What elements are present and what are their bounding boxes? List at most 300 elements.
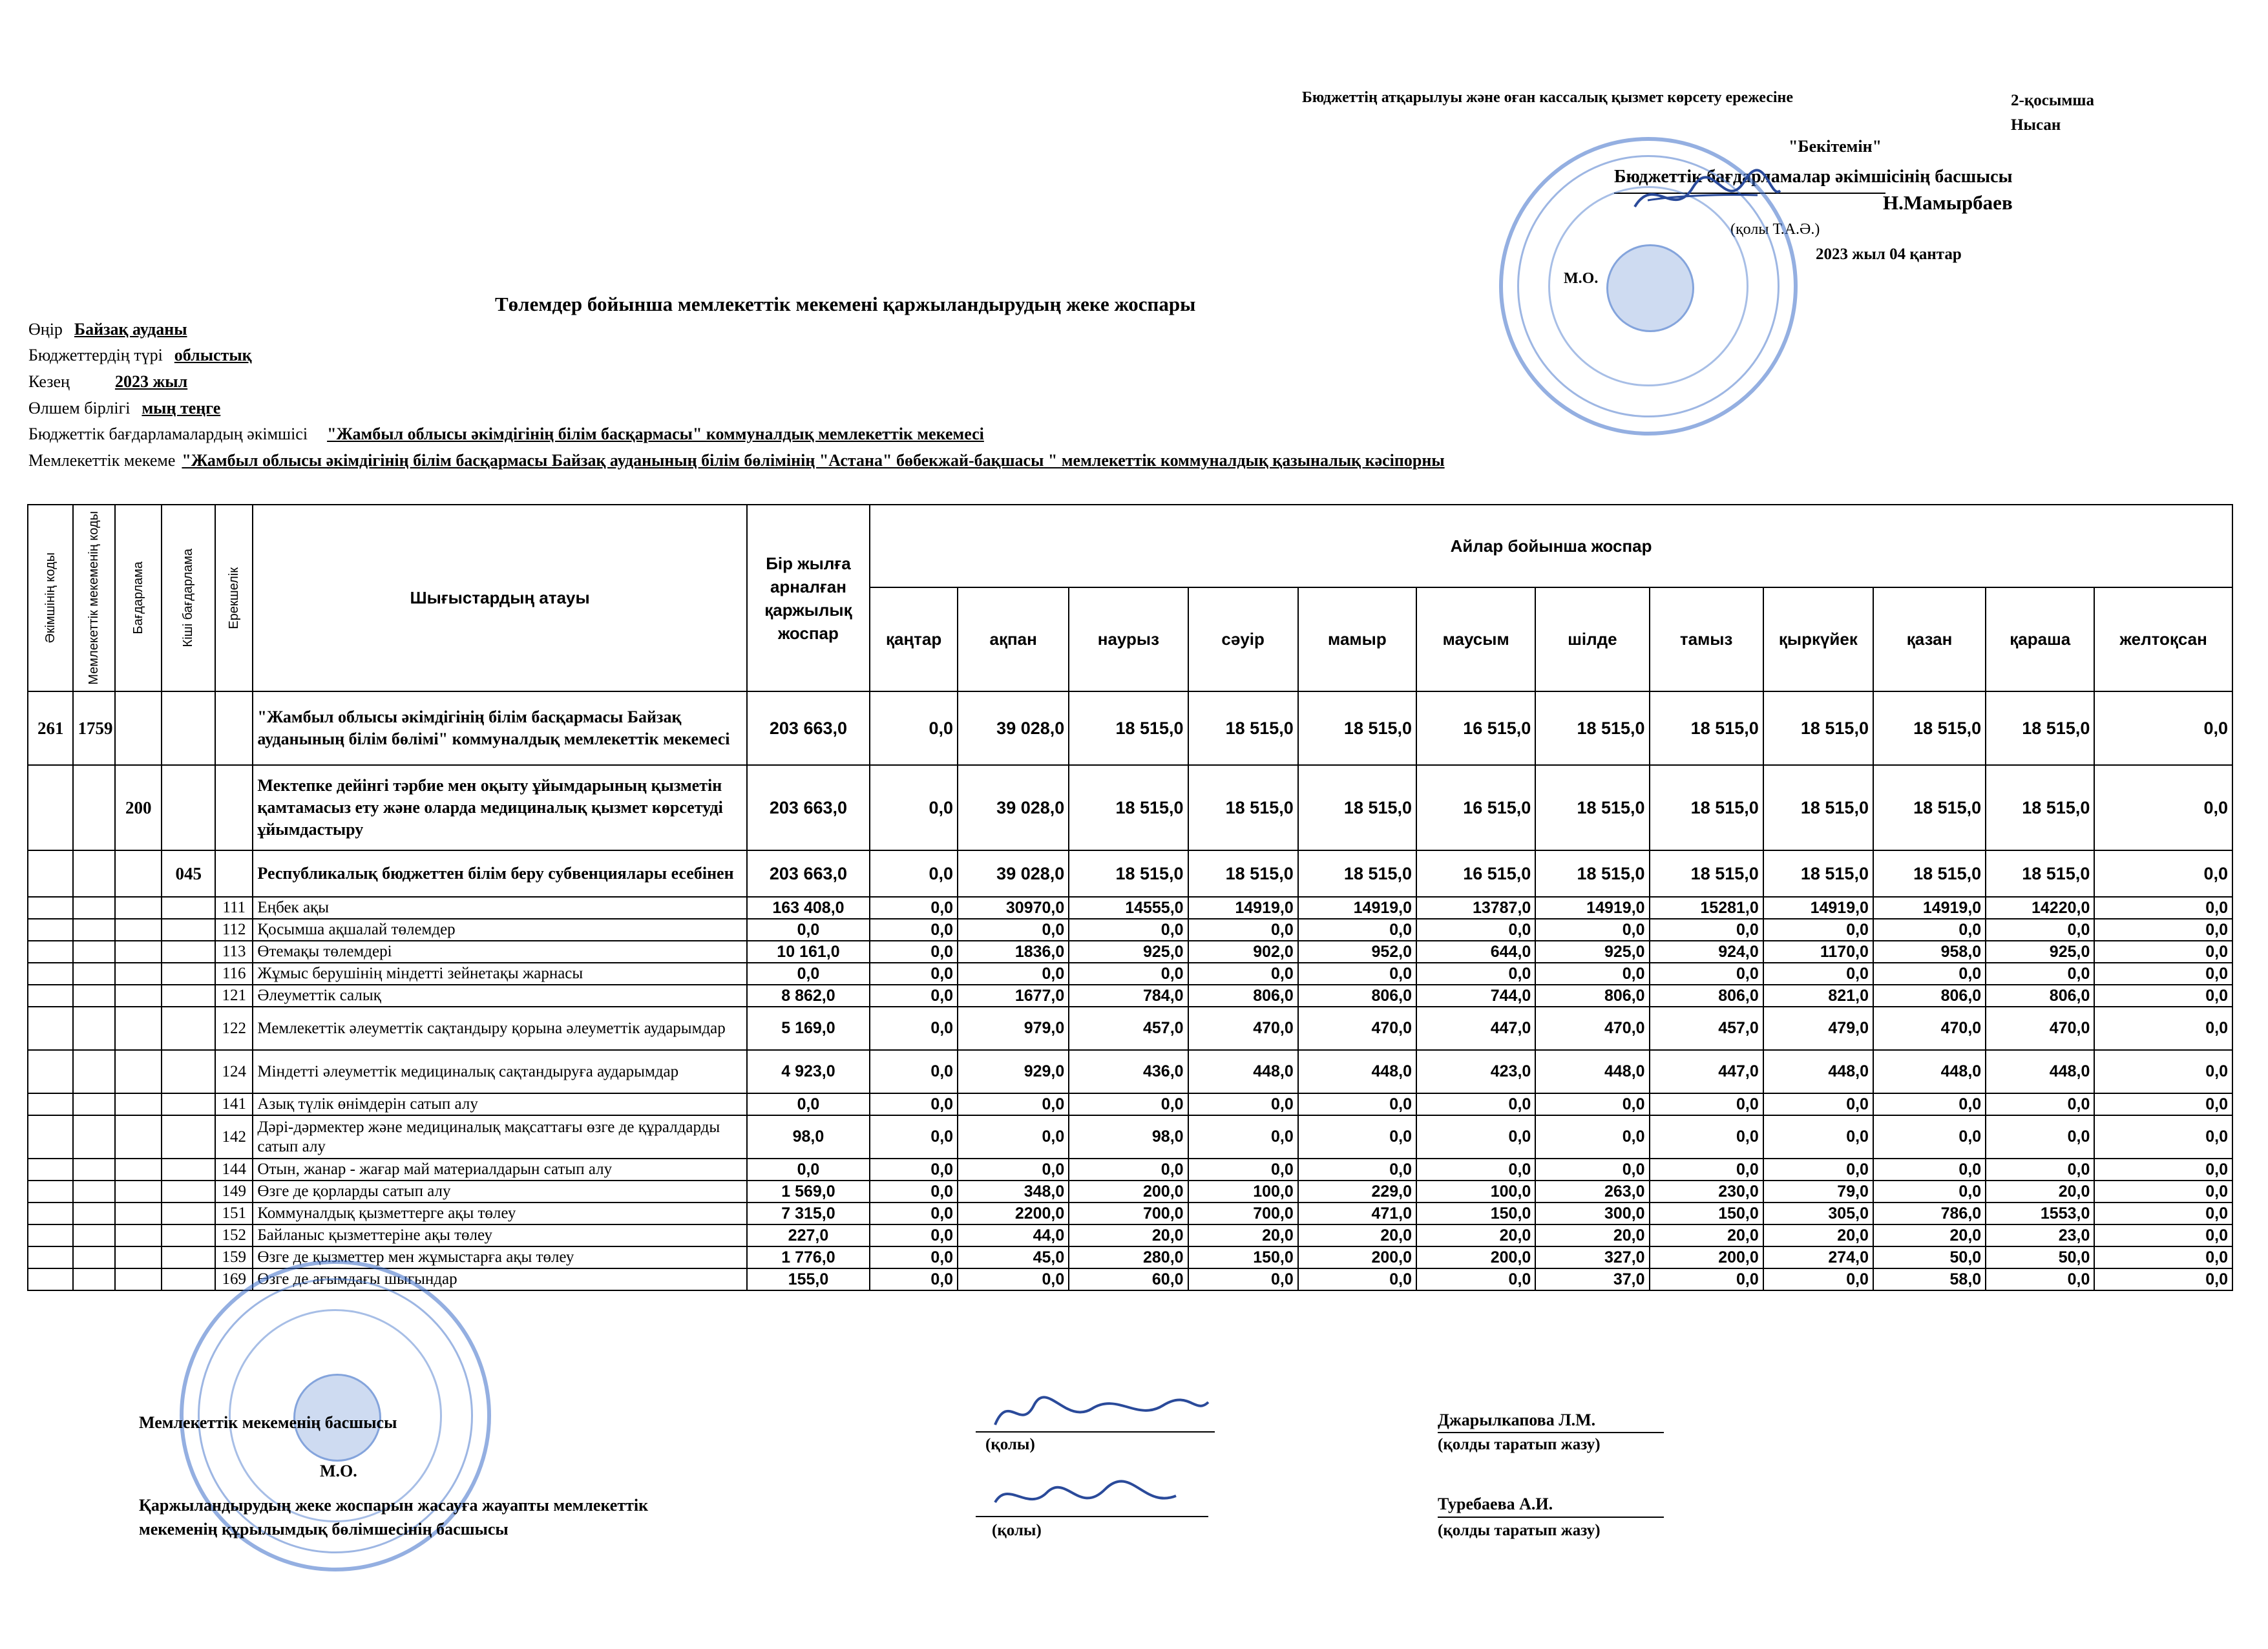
table-row <box>28 765 2232 850</box>
month-value-cell: 45,0 <box>958 1246 1069 1268</box>
rules-title: Бюджеттің атқарылуы және оған кассалық қызмет көрсету ережесіне <box>1302 89 1794 106</box>
month-value-cell: 784,0 <box>1069 985 1188 1007</box>
specific-code-cell: 122 <box>215 1007 253 1050</box>
month-value-cell: 447,0 <box>1650 1050 1763 1093</box>
month-value-cell: 0,0 <box>870 963 958 985</box>
program-code-cell <box>115 1115 162 1159</box>
month-value-cell: 37,0 <box>1535 1268 1649 1290</box>
institution-code-cell <box>73 941 114 963</box>
month-value-cell: 327,0 <box>1535 1246 1649 1268</box>
meta-budget-type: Бюджеттердің түрі облыстық <box>28 346 252 364</box>
expense-name-cell: Коммуналдық қызметтерге ақы төлеу <box>253 1203 746 1224</box>
admin-code-cell <box>28 1268 73 1290</box>
table-header-row-1 <box>28 505 2232 587</box>
col-expense-name-header: Шығыстардың атауы <box>253 505 746 691</box>
program-code-cell <box>115 1181 162 1203</box>
admin-code-cell <box>28 919 73 941</box>
responsible-name-line <box>1438 1517 1664 1518</box>
month-value-cell: 18 515,0 <box>1873 691 1986 765</box>
responsible-sign-label: (қолы) <box>992 1522 1042 1539</box>
program-code-cell <box>115 1093 162 1115</box>
month-value-cell: 18 515,0 <box>1298 850 1416 897</box>
month-value-cell: 0,0 <box>958 963 1069 985</box>
subprogram-code-cell <box>162 1007 215 1050</box>
annual-total-cell: 7 315,0 <box>747 1203 870 1224</box>
approver-role: Бюджеттік бағдарламалар әкімшісінің басшысы <box>1614 167 2013 187</box>
month-value-cell: 20,0 <box>1069 1224 1188 1246</box>
month-value-cell: 2200,0 <box>958 1203 1069 1224</box>
month-value-cell: 0,0 <box>1298 1115 1416 1159</box>
month-value-cell: 821,0 <box>1763 985 1873 1007</box>
subprogram-code-cell <box>162 1159 215 1181</box>
admin-code-cell <box>28 897 73 919</box>
annual-total-cell: 8 862,0 <box>747 985 870 1007</box>
head-signature <box>982 1386 1215 1438</box>
month-value-cell: 0,0 <box>1298 1159 1416 1181</box>
approved-label: "Бекітемін" <box>1789 137 1882 156</box>
institution-code-cell <box>73 1050 114 1093</box>
month-value-cell: 0,0 <box>870 850 958 897</box>
month-value-cell: 0,0 <box>1986 963 2094 985</box>
month-value-cell: 18 515,0 <box>1650 765 1763 850</box>
month-value-cell: 98,0 <box>1069 1115 1188 1159</box>
table-row <box>28 963 2232 985</box>
month-value-cell: 18 515,0 <box>1763 765 1873 850</box>
month-value-cell: 0,0 <box>1535 1115 1649 1159</box>
specific-code-cell: 111 <box>215 897 253 919</box>
month-header: қараша <box>1986 587 2094 691</box>
month-value-cell: 0,0 <box>1873 1115 1986 1159</box>
specific-code-cell: 152 <box>215 1224 253 1246</box>
annual-total-cell: 203 663,0 <box>747 765 870 850</box>
month-value-cell: 470,0 <box>1298 1007 1416 1050</box>
month-value-cell: 470,0 <box>1986 1007 2094 1050</box>
month-value-cell: 0,0 <box>1763 963 1873 985</box>
month-value-cell: 0,0 <box>870 691 958 765</box>
subprogram-code-cell <box>162 1093 215 1115</box>
month-value-cell: 479,0 <box>1763 1007 1873 1050</box>
month-value-cell: 1836,0 <box>958 941 1069 963</box>
institution-code-cell <box>73 1115 114 1159</box>
expense-name-cell: Қосымша ақшалай төлемдер <box>253 919 746 941</box>
table-row <box>28 1115 2232 1159</box>
institution-code-cell <box>73 1246 114 1268</box>
specific-code-cell: 142 <box>215 1115 253 1159</box>
month-value-cell: 50,0 <box>1986 1246 2094 1268</box>
month-value-cell: 150,0 <box>1188 1246 1298 1268</box>
month-value-cell: 100,0 <box>1188 1181 1298 1203</box>
month-value-cell: 18 515,0 <box>1986 765 2094 850</box>
month-value-cell: 0,0 <box>1986 1159 2094 1181</box>
program-code-cell <box>115 850 162 897</box>
month-value-cell: 457,0 <box>1650 1007 1763 1050</box>
month-value-cell: 0,0 <box>1298 963 1416 985</box>
annual-total-cell: 5 169,0 <box>747 1007 870 1050</box>
institution-code-cell: 1759 <box>73 691 114 765</box>
month-value-cell: 18 515,0 <box>1188 765 1298 850</box>
month-value-cell: 14919,0 <box>1298 897 1416 919</box>
subprogram-code-cell <box>162 1115 215 1159</box>
expense-name-cell: Өзге де қызметтер мен жұмыстарға ақы төлеу <box>253 1246 746 1268</box>
subprogram-code-cell <box>162 1268 215 1290</box>
month-value-cell: 929,0 <box>958 1050 1069 1093</box>
program-code-cell <box>115 963 162 985</box>
month-header: сәуір <box>1188 587 1298 691</box>
month-value-cell: 644,0 <box>1416 941 1535 963</box>
month-value-cell: 14220,0 <box>1986 897 2094 919</box>
responsible-role-line1: Қаржыландырудың жеке жоспарын жасауға жауапты мемлекеттік <box>139 1496 649 1515</box>
month-value-cell: 786,0 <box>1873 1203 1986 1224</box>
month-value-cell: 0,0 <box>958 1268 1069 1290</box>
month-value-cell: 0,0 <box>2094 1007 2232 1050</box>
month-value-cell: 18 515,0 <box>1535 691 1649 765</box>
institution-code-cell <box>73 850 114 897</box>
month-value-cell: 448,0 <box>1188 1050 1298 1093</box>
admin-code-cell <box>28 963 73 985</box>
institution-code-cell <box>73 1224 114 1246</box>
month-value-cell: 0,0 <box>870 765 958 850</box>
month-header: ақпан <box>958 587 1069 691</box>
month-value-cell: 902,0 <box>1188 941 1298 963</box>
month-header: желтоқсан <box>2094 587 2232 691</box>
month-value-cell: 0,0 <box>1188 1115 1298 1159</box>
month-value-cell: 18 515,0 <box>1069 765 1188 850</box>
institution-code-cell <box>73 1203 114 1224</box>
month-value-cell: 0,0 <box>2094 1203 2232 1224</box>
month-value-cell: 16 515,0 <box>1416 850 1535 897</box>
expense-name-cell: Өзге де қорларды сатып алу <box>253 1181 746 1203</box>
admin-code-cell <box>28 765 73 850</box>
month-value-cell: 0,0 <box>958 919 1069 941</box>
month-value-cell: 0,0 <box>1650 1115 1763 1159</box>
table-row <box>28 1181 2232 1203</box>
col-subprogram-header: Кіші бағдарлама <box>162 505 215 691</box>
month-value-cell: 448,0 <box>1298 1050 1416 1093</box>
expense-name-cell: Өтемақы төлемдері <box>253 941 746 963</box>
col-specific-header: Ерекшелік <box>215 505 253 691</box>
month-value-cell: 448,0 <box>1535 1050 1649 1093</box>
annual-total-cell: 0,0 <box>747 963 870 985</box>
month-value-cell: 0,0 <box>958 1115 1069 1159</box>
month-value-cell: 280,0 <box>1069 1246 1188 1268</box>
annual-total-cell: 1 569,0 <box>747 1181 870 1203</box>
month-value-cell: 20,0 <box>1188 1224 1298 1246</box>
expense-name-cell: "Жамбыл облысы әкімдігінің білім басқармасы Байзақ ауданының білім бөлімі" коммуналдық мемлекеттік мекемесі <box>253 691 746 765</box>
month-value-cell: 200,0 <box>1416 1246 1535 1268</box>
subprogram-code-cell <box>162 1203 215 1224</box>
month-value-cell: 0,0 <box>1188 1093 1298 1115</box>
month-value-cell: 806,0 <box>1986 985 2094 1007</box>
subprogram-code-cell <box>162 1181 215 1203</box>
responsible-signature <box>989 1470 1182 1522</box>
month-value-cell: 18 515,0 <box>1188 691 1298 765</box>
month-value-cell: 0,0 <box>1650 919 1763 941</box>
institution-code-cell <box>73 897 114 919</box>
month-value-cell: 0,0 <box>1188 1268 1298 1290</box>
month-value-cell: 15281,0 <box>1650 897 1763 919</box>
meta-institution: Мемлекеттік мекеме "Жамбыл облысы әкімдігінің білім басқармасы Байзақ ауданының білім бөлімінің "Астана" бөбекжай-бақшасы " мемлекеттік коммуналдық қазыналық кәсіпорны <box>28 451 1445 470</box>
admin-code-cell <box>28 850 73 897</box>
month-value-cell: 0,0 <box>1986 1115 2094 1159</box>
month-value-cell: 0,0 <box>1650 1093 1763 1115</box>
month-value-cell: 0,0 <box>958 1159 1069 1181</box>
annual-total-cell: 98,0 <box>747 1115 870 1159</box>
month-value-cell: 423,0 <box>1416 1050 1535 1093</box>
admin-code-cell <box>28 1159 73 1181</box>
institution-code-cell <box>73 1159 114 1181</box>
month-value-cell: 448,0 <box>1873 1050 1986 1093</box>
month-value-cell: 0,0 <box>870 897 958 919</box>
program-code-cell <box>115 1007 162 1050</box>
month-value-cell: 39 028,0 <box>958 850 1069 897</box>
month-value-cell: 0,0 <box>1535 919 1649 941</box>
expense-name-cell: Өзге де ағымдағы шығындар <box>253 1268 746 1290</box>
month-value-cell: 958,0 <box>1873 941 1986 963</box>
month-value-cell: 979,0 <box>958 1007 1069 1050</box>
month-value-cell: 806,0 <box>1298 985 1416 1007</box>
month-value-cell: 0,0 <box>2094 1050 2232 1093</box>
institution-code-cell <box>73 1093 114 1115</box>
month-value-cell: 925,0 <box>1069 941 1188 963</box>
program-code-cell: 200 <box>115 765 162 850</box>
month-value-cell: 0,0 <box>2094 1093 2232 1115</box>
program-code-cell <box>115 897 162 919</box>
annual-total-cell: 163 408,0 <box>747 897 870 919</box>
month-value-cell: 14919,0 <box>1763 897 1873 919</box>
month-header: маусым <box>1416 587 1535 691</box>
expense-name-cell: Дәрі-дәрмектер және медициналық мақсаттағы өзге де құралдарды сатып алу <box>253 1115 746 1159</box>
month-value-cell: 0,0 <box>2094 941 2232 963</box>
month-value-cell: 60,0 <box>1069 1268 1188 1290</box>
col-monthly-plan-header: Айлар бойынша жоспар <box>870 505 2232 587</box>
specific-code-cell: 159 <box>215 1246 253 1268</box>
month-value-cell: 0,0 <box>1650 1159 1763 1181</box>
specific-code-cell <box>215 691 253 765</box>
month-value-cell: 470,0 <box>1188 1007 1298 1050</box>
month-value-cell: 471,0 <box>1298 1203 1416 1224</box>
specific-code-cell <box>215 850 253 897</box>
month-value-cell: 448,0 <box>1986 1050 2094 1093</box>
month-value-cell: 18 515,0 <box>1535 850 1649 897</box>
month-value-cell: 20,0 <box>1650 1224 1763 1246</box>
month-value-cell: 0,0 <box>2094 1268 2232 1290</box>
month-value-cell: 447,0 <box>1416 1007 1535 1050</box>
table-row <box>28 1224 2232 1246</box>
month-value-cell: 30970,0 <box>958 897 1069 919</box>
month-value-cell: 16 515,0 <box>1416 691 1535 765</box>
annual-total-cell: 227,0 <box>747 1224 870 1246</box>
month-value-cell: 0,0 <box>1763 1115 1873 1159</box>
month-value-cell: 700,0 <box>1188 1203 1298 1224</box>
month-value-cell: 18 515,0 <box>1188 850 1298 897</box>
table-row <box>28 919 2232 941</box>
month-value-cell: 0,0 <box>1188 963 1298 985</box>
month-value-cell: 20,0 <box>1416 1224 1535 1246</box>
month-value-cell: 39 028,0 <box>958 691 1069 765</box>
expense-name-cell: Отын, жанар - жағар май материалдарын сатып алу <box>253 1159 746 1181</box>
month-value-cell: 0,0 <box>1763 1268 1873 1290</box>
month-value-cell: 79,0 <box>1763 1181 1873 1203</box>
month-value-cell: 0,0 <box>2094 897 2232 919</box>
col-program-header: Бағдарлама <box>115 505 162 691</box>
month-value-cell: 18 515,0 <box>1650 850 1763 897</box>
col-annual-plan-header: Бір жылға арналған қаржылық жоспар <box>747 505 870 691</box>
financing-plan-table <box>27 504 2233 1291</box>
month-value-cell: 0,0 <box>1650 963 1763 985</box>
month-value-cell: 50,0 <box>1873 1246 1986 1268</box>
table-row <box>28 691 2232 765</box>
meta-unit: Өлшем бірлігі мың теңге <box>28 399 221 417</box>
table-row <box>28 897 2232 919</box>
month-value-cell: 0,0 <box>2094 1246 2232 1268</box>
annual-total-cell: 0,0 <box>747 919 870 941</box>
annual-total-cell: 203 663,0 <box>747 850 870 897</box>
month-value-cell: 0,0 <box>870 919 958 941</box>
program-code-cell <box>115 919 162 941</box>
month-value-cell: 0,0 <box>870 1007 958 1050</box>
month-value-cell: 0,0 <box>1986 919 2094 941</box>
month-value-cell: 0,0 <box>2094 850 2232 897</box>
specific-code-cell: 121 <box>215 985 253 1007</box>
month-value-cell: 150,0 <box>1650 1203 1763 1224</box>
month-value-cell: 0,0 <box>870 1093 958 1115</box>
month-value-cell: 0,0 <box>870 1224 958 1246</box>
specific-code-cell: 144 <box>215 1159 253 1181</box>
expense-name-cell: Мектепке дейінгі тәрбие мен оқыту ұйымдарының қызметін қамтамасыз ету және оларда медициналық қызмет көрсетуді ұйымдастыру <box>253 765 746 850</box>
table-row <box>28 850 2232 897</box>
month-header: шілде <box>1535 587 1649 691</box>
month-value-cell: 274,0 <box>1763 1246 1873 1268</box>
month-value-cell: 0,0 <box>958 1093 1069 1115</box>
month-value-cell: 470,0 <box>1535 1007 1649 1050</box>
program-code-cell <box>115 1268 162 1290</box>
form-label: Нысан <box>2011 116 2061 134</box>
month-value-cell: 0,0 <box>2094 963 2232 985</box>
col-institution-code-header: Мемлекеттік мекеменің коды <box>73 505 114 691</box>
month-value-cell: 0,0 <box>1416 1268 1535 1290</box>
annual-total-cell: 1 776,0 <box>747 1246 870 1268</box>
admin-code-cell <box>28 985 73 1007</box>
month-value-cell: 18 515,0 <box>1069 850 1188 897</box>
meta-period: Кезең 2023 жыл <box>28 372 188 391</box>
specific-code-cell: 151 <box>215 1203 253 1224</box>
month-value-cell: 44,0 <box>958 1224 1069 1246</box>
approval-date: 2023 жыл 04 қантар <box>1816 246 1962 263</box>
specific-code-cell <box>215 765 253 850</box>
month-value-cell: 348,0 <box>958 1181 1069 1203</box>
month-value-cell: 20,0 <box>1763 1224 1873 1246</box>
month-value-cell: 0,0 <box>1298 919 1416 941</box>
month-value-cell: 806,0 <box>1188 985 1298 1007</box>
month-value-cell: 0,0 <box>870 1181 958 1203</box>
footer-stamp-mo: М.О. <box>320 1462 357 1480</box>
month-value-cell: 18 515,0 <box>1763 850 1873 897</box>
table-row <box>28 985 2232 1007</box>
month-value-cell: 0,0 <box>1069 963 1188 985</box>
head-name: Джарылкапова Л.М. <box>1438 1411 1596 1429</box>
month-value-cell: 300,0 <box>1535 1203 1649 1224</box>
subprogram-code-cell: 045 <box>162 850 215 897</box>
approver-signature-hint: (қолы Т.А.Ә.) <box>1730 221 1820 238</box>
month-value-cell: 20,0 <box>1535 1224 1649 1246</box>
month-value-cell: 0,0 <box>870 1159 958 1181</box>
month-value-cell: 924,0 <box>1650 941 1763 963</box>
month-value-cell: 263,0 <box>1535 1181 1649 1203</box>
month-header: мамыр <box>1298 587 1416 691</box>
specific-code-cell: 124 <box>215 1050 253 1093</box>
month-value-cell: 18 515,0 <box>1535 765 1649 850</box>
institution-code-cell <box>73 765 114 850</box>
admin-code-cell <box>28 1203 73 1224</box>
month-value-cell: 18 515,0 <box>1986 850 2094 897</box>
subprogram-code-cell <box>162 919 215 941</box>
month-value-cell: 18 515,0 <box>1298 765 1416 850</box>
month-value-cell: 18 515,0 <box>1069 691 1188 765</box>
expense-name-cell: Жұмыс берушінің міндетті зейнетақы жарнасы <box>253 963 746 985</box>
month-value-cell: 0,0 <box>2094 691 2232 765</box>
expense-name-cell: Республикалық бюджеттен білім беру субвенциялары есебінен <box>253 850 746 897</box>
month-value-cell: 0,0 <box>870 1115 958 1159</box>
month-value-cell: 925,0 <box>1535 941 1649 963</box>
month-value-cell: 18 515,0 <box>1298 691 1416 765</box>
month-value-cell: 0,0 <box>1873 963 1986 985</box>
month-value-cell: 0,0 <box>1650 1268 1763 1290</box>
annual-total-cell: 0,0 <box>747 1159 870 1181</box>
subprogram-code-cell <box>162 1224 215 1246</box>
month-value-cell: 16 515,0 <box>1416 765 1535 850</box>
admin-code-cell: 261 <box>28 691 73 765</box>
month-value-cell: 200,0 <box>1650 1246 1763 1268</box>
month-value-cell: 0,0 <box>1873 1093 1986 1115</box>
month-value-cell: 0,0 <box>2094 985 2232 1007</box>
col-admin-code-header: Әкімшінің коды <box>28 505 73 691</box>
approver-signature <box>1628 162 1783 233</box>
annual-total-cell: 4 923,0 <box>747 1050 870 1093</box>
month-value-cell: 100,0 <box>1416 1181 1535 1203</box>
month-value-cell: 150,0 <box>1416 1203 1535 1224</box>
expense-name-cell: Азық түлік өнімдерін сатып алу <box>253 1093 746 1115</box>
month-value-cell: 58,0 <box>1873 1268 1986 1290</box>
table-row <box>28 941 2232 963</box>
subprogram-code-cell <box>162 1246 215 1268</box>
subprogram-code-cell <box>162 1050 215 1093</box>
month-header: қыркүйек <box>1763 587 1873 691</box>
program-code-cell <box>115 1050 162 1093</box>
month-value-cell: 20,0 <box>1986 1181 2094 1203</box>
month-value-cell: 0,0 <box>870 985 958 1007</box>
institution-code-cell <box>73 985 114 1007</box>
head-name-label: (қолды таратып жазу) <box>1438 1436 1601 1453</box>
month-value-cell: 0,0 <box>1298 1093 1416 1115</box>
admin-code-cell <box>28 1224 73 1246</box>
month-value-cell: 0,0 <box>1986 1093 2094 1115</box>
annual-total-cell: 155,0 <box>747 1268 870 1290</box>
month-value-cell: 0,0 <box>1873 919 1986 941</box>
subprogram-code-cell <box>162 897 215 919</box>
annual-total-cell: 203 663,0 <box>747 691 870 765</box>
month-value-cell: 806,0 <box>1650 985 1763 1007</box>
appendix-label: 2-қосымша <box>2011 92 2094 109</box>
table-row <box>28 1007 2232 1050</box>
month-value-cell: 14919,0 <box>1188 897 1298 919</box>
month-value-cell: 0,0 <box>2094 765 2232 850</box>
month-value-cell: 0,0 <box>2094 919 2232 941</box>
subprogram-code-cell <box>162 765 215 850</box>
month-value-cell: 470,0 <box>1873 1007 1986 1050</box>
responsible-name-label: (қолды таратып жазу) <box>1438 1522 1601 1539</box>
specific-code-cell: 113 <box>215 941 253 963</box>
table-row <box>28 1203 2232 1224</box>
